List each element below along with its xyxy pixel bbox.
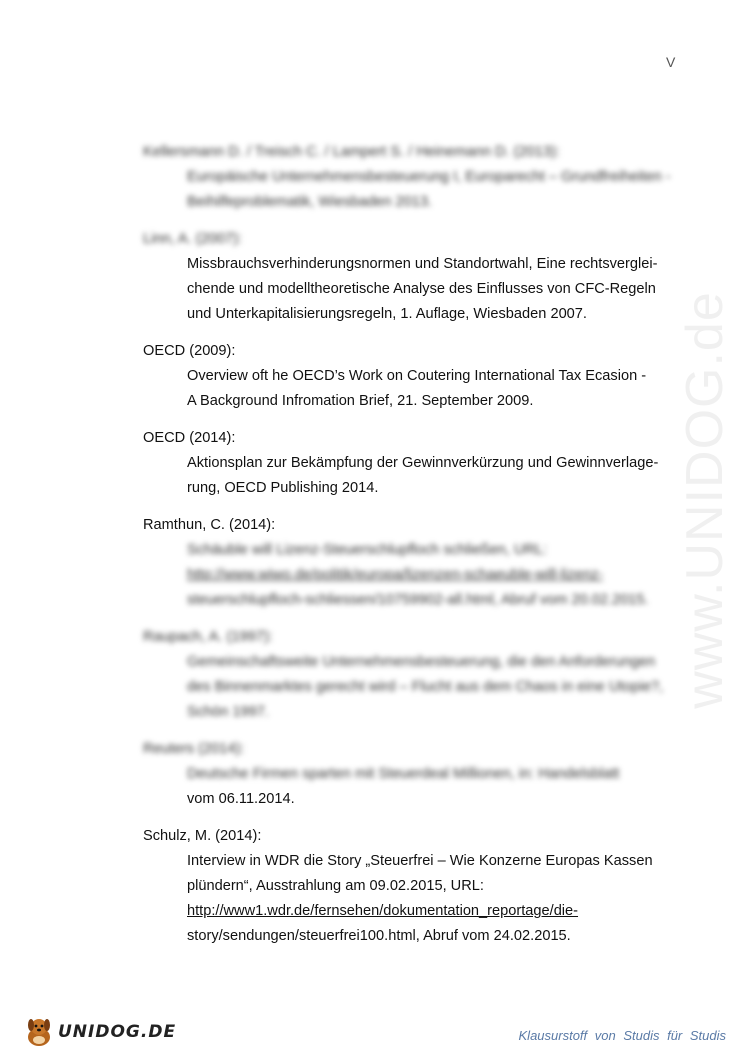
reference-line: Aktionsplan zur Bekämpfung der Gewinnverkürzung und Gewinnverlage- xyxy=(187,455,659,471)
reference-author: OECD (2014): xyxy=(143,430,236,446)
reference-author: Raupach, A. (1997): xyxy=(143,629,273,645)
reference-author: Schulz, M. (2014): xyxy=(143,828,262,844)
reference-body xyxy=(143,762,673,812)
reference-body xyxy=(143,451,673,501)
reference-line: chende und modelltheoretische Analyse des Einflusses von CFC-Regeln xyxy=(187,281,656,297)
reference-entry xyxy=(143,824,673,949)
page-number: V xyxy=(666,54,676,70)
reference-line: Missbrauchsverhinderungsnormen und Standortwahl, Eine rechtsverglei- xyxy=(187,256,658,272)
reference-line: Gemeinschaftsweite Unternehmensbesteuerung, die den Anforderungen xyxy=(187,654,656,670)
reference-body xyxy=(143,650,673,725)
logo-text: UNIDOG.DE xyxy=(58,1022,177,1042)
reference-line: Interview in WDR die Story „Steuerfrei – Wie Konzerne Europas Kassen xyxy=(187,853,653,869)
reference-entry xyxy=(143,339,673,414)
reference-line: vom 06.11.2014. xyxy=(187,791,295,807)
footer-tagline: Klausurstoff von Studis für Studis xyxy=(518,1028,726,1043)
reference-link-line[interactable]: steuerschlupfloch-schliessen/10759902-all.html, Abruf vom 20.02.2015. xyxy=(187,592,649,608)
reference-entry xyxy=(143,140,673,215)
reference-line: Beihilfeproblematik, Wiesbaden 2013. xyxy=(187,194,432,210)
reference-entry xyxy=(143,513,673,613)
reference-line: und Unterkapitalisierungsregeln, 1. Auflage, Wiesbaden 2007. xyxy=(187,306,587,322)
reference-body xyxy=(143,849,673,949)
reference-line: Schön 1997. xyxy=(187,704,269,720)
reference-link-line[interactable]: story/sendungen/steuerfrei100.html, Abruf vom 24.02.2015. xyxy=(187,928,571,944)
reference-body xyxy=(143,165,673,215)
reference-link[interactable]: http://www.wiwo.de/politik/europa/lizenzen-schaeuble-will-lizenz- xyxy=(187,567,604,583)
reference-line: des Binnenmarktes gerecht wird – Flucht aus dem Chaos in eine Utopie?, xyxy=(187,679,664,695)
reference-entry xyxy=(143,737,673,812)
reference-author: Kellersmann D. / Treisch C. / Lampert S. / Heinemann D. (2013): xyxy=(143,144,560,160)
reference-entry xyxy=(143,426,673,501)
reference-entry xyxy=(143,227,673,327)
reference-line: plündern“, Ausstrahlung am 09.02.2015, URL: xyxy=(187,878,484,894)
reference-author: OECD (2009): xyxy=(143,343,236,359)
reference-line: Schäuble will Lizenz-Steuerschlupfloch schließen, URL: xyxy=(187,542,548,558)
reference-line: Europäische Unternehmensbesteuerung I, Europarecht – Grundfreiheiten - xyxy=(187,169,671,185)
reference-line: Overview oft he OECD’s Work on Coutering International Tax Ecasion - xyxy=(187,368,647,384)
reference-list xyxy=(143,140,673,961)
reference-author: Ramthun, C. (2014): xyxy=(143,517,276,533)
reference-line: Deutsche Firmen sparten mit Steuerdeal Millionen, in: Handelsblatt xyxy=(187,766,620,782)
reference-link[interactable]: http://www1.wdr.de/fernsehen/dokumentation_reportage/die- xyxy=(187,903,579,919)
reference-line: rung, OECD Publishing 2014. xyxy=(187,480,379,496)
reference-author: Reuters (2014): xyxy=(143,741,245,757)
reference-line: A Background Infromation Brief, 21. September 2009. xyxy=(187,393,534,409)
reference-author: Linn, A. (2007): xyxy=(143,231,242,247)
reference-entry xyxy=(143,625,673,725)
reference-body xyxy=(143,538,673,613)
dog-mascot-icon xyxy=(22,1016,56,1048)
watermark-text: www.UNIDOG.de xyxy=(676,291,734,709)
reference-body xyxy=(143,364,673,414)
reference-body xyxy=(143,252,673,327)
footer-logo xyxy=(22,1014,176,1050)
